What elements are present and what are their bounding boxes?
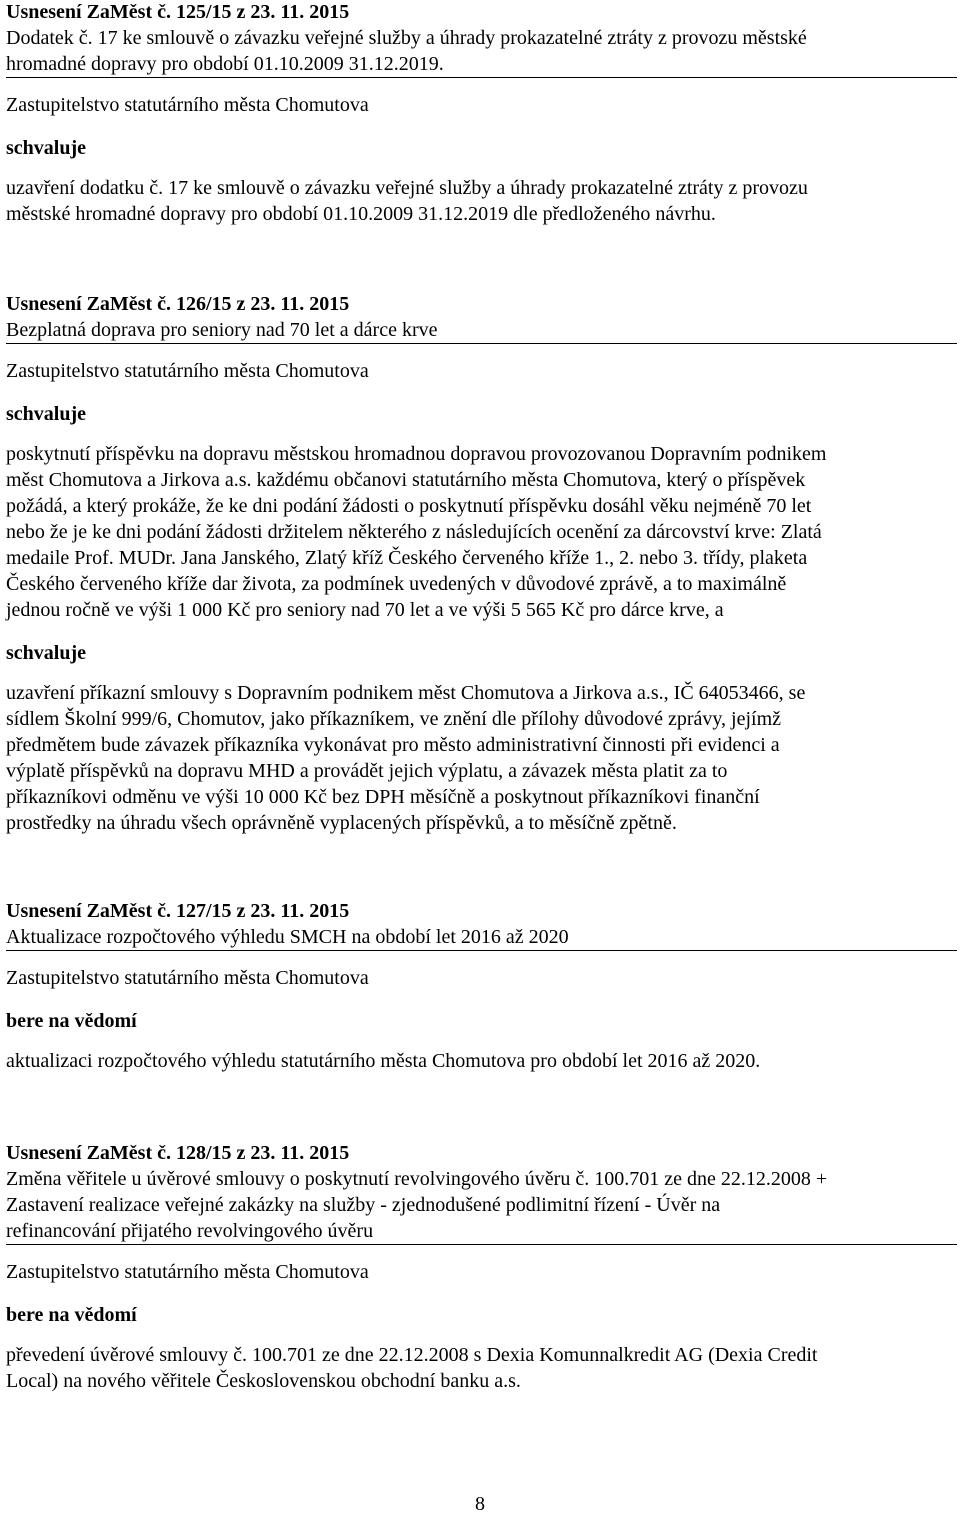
text-line: uzavření příkazní smlouvy s Dopravním podnikem měst Chomutova a Jirkova a.s., IČ 64053466, se — [6, 682, 806, 704]
resolution-id: Usnesení ZaMěst č. 127/15 z 23. 11. 2015 — [6, 900, 350, 922]
text-line: městské hromadné dopravy pro období 01.10.2009 31.12.2019 dle předloženého návrhu. — [6, 203, 716, 225]
resolution-subject — [6, 317, 957, 344]
text-line: medaile Prof. MUDr. Jana Janského, Zlatý kříž Českého červeného kříže 1., 2. nebo 3. třídy, plaketa — [6, 547, 808, 569]
resolution-125 — [6, 0, 957, 227]
text-line: výplatě příspěvků na dopravu MHD a provádět jejich výplatu, a závazek města platit za to — [6, 760, 728, 782]
council-name: Zastupitelstvo statutárního města Chomutova — [6, 94, 369, 116]
council-name: Zastupitelstvo statutárního města Chomutova — [6, 360, 369, 382]
resolution-text — [6, 441, 957, 623]
resolution-subject — [6, 924, 957, 951]
text-line: Českého červeného kříže dar života, za podmínek uvedených v důvodové zprávě, a to maximálně — [6, 573, 787, 595]
text-line: jednou ročně ve výši 1 000 Kč pro seniory nad 70 let a ve výši 5 565 Kč pro dárce krve, a — [6, 599, 724, 621]
resolution-text — [6, 1342, 957, 1394]
resolution-127 — [6, 898, 957, 1074]
resolution-text — [6, 1048, 957, 1074]
resolution-id: Usnesení ZaMěst č. 126/15 z 23. 11. 2015 — [6, 293, 350, 315]
text-line: poskytnutí příspěvku na dopravu městskou hromadnou dopravou provozovanou Dopravním podnikem — [6, 443, 827, 465]
text-line: Local) na nového věřitele Československou obchodní banku a.s. — [6, 1370, 521, 1392]
council-name: Zastupitelstvo statutárního města Chomutova — [6, 967, 369, 989]
page-number: 8 — [475, 1493, 485, 1515]
resolution-id: Usnesení ZaMěst č. 128/15 z 23. 11. 2015 — [6, 1142, 350, 1164]
text-line: prostředky na úhradu všech oprávněně vyplacených příspěvků, a to měsíčně zpětně. — [6, 812, 677, 834]
resolution-action: schvaluje — [6, 403, 86, 425]
text-line: uzavření dodatku č. 17 ke smlouvě o závazku veřejné služby a úhrady prokazatelné ztráty z provozu — [6, 177, 808, 199]
text-line: sídlem Školní 999/6, Chomutov, jako příkazníkem, ve znění dle přílohy důvodové zprávy, jejímž — [6, 708, 782, 730]
resolution-128 — [6, 1140, 957, 1394]
text-line: příkazníkovi odměnu ve výši 10 000 Kč bez DPH měsíčně a poskytnout příkazníkovi finanční — [6, 786, 760, 808]
subject-line: Zastavení realizace veřejné zakázky na služby - zjednodušené podlimitní řízení - Úvěr na — [6, 1194, 721, 1216]
resolution-action: schvaluje — [6, 642, 86, 664]
text-line: aktualizaci rozpočtového výhledu statutárního města Chomutova pro období let 2016 až 2020. — [6, 1050, 761, 1072]
resolution-126 — [6, 291, 957, 836]
subject-line: Změna věřitele u úvěrové smlouvy o poskytnutí revolvingového úvěru č. 100.701 ze dne 22.12.2008 + — [6, 1168, 828, 1190]
resolution-subject — [6, 1166, 957, 1245]
resolution-id: Usnesení ZaMěst č. 125/15 z 23. 11. 2015 — [6, 1, 350, 23]
resolution-subject — [6, 25, 957, 78]
text-line: nebo že je ke dni podání žádosti držitelem některého z následujících ocenění za dárcovství krve: Zlatá — [6, 521, 822, 543]
subject-line: refinancování přijatého revolvingového úvěru — [6, 1220, 374, 1242]
text-line: předmětem bude závazek příkazníka vykonávat pro město administrativní činnosti při evidenci a — [6, 734, 780, 756]
subject-line: Aktualizace rozpočtového výhledu SMCH na období let 2016 až 2020 — [6, 926, 569, 948]
resolution-action: bere na vědomí — [6, 1304, 137, 1326]
text-line: požádá, a který prokáže, že ke dni podání žádosti o poskytnutí příspěvku dosáhl věku nejméně 70 let — [6, 495, 812, 517]
resolution-text — [6, 680, 957, 836]
subject-line: Bezplatná doprava pro seniory nad 70 let a dárce krve — [6, 319, 438, 341]
text-line: převedení úvěrové smlouvy č. 100.701 ze dne 22.12.2008 s Dexia Komunnalkredit AG (Dexia Credit — [6, 1344, 818, 1366]
resolution-action: schvaluje — [6, 137, 86, 159]
resolution-action: bere na vědomí — [6, 1010, 137, 1032]
text-line: měst Chomutova a Jirkova a.s. každému občanovi statutárního města Chomutova, který o příspěvek — [6, 469, 806, 491]
council-name: Zastupitelstvo statutárního města Chomutova — [6, 1261, 369, 1283]
subject-line: Dodatek č. 17 ke smlouvě o závazku veřejné služby a úhrady prokazatelné ztráty z provozu městské — [6, 27, 807, 49]
subject-line: hromadné dopravy pro období 01.10.2009 31.12.2019. — [6, 53, 444, 75]
resolution-text — [6, 175, 957, 227]
